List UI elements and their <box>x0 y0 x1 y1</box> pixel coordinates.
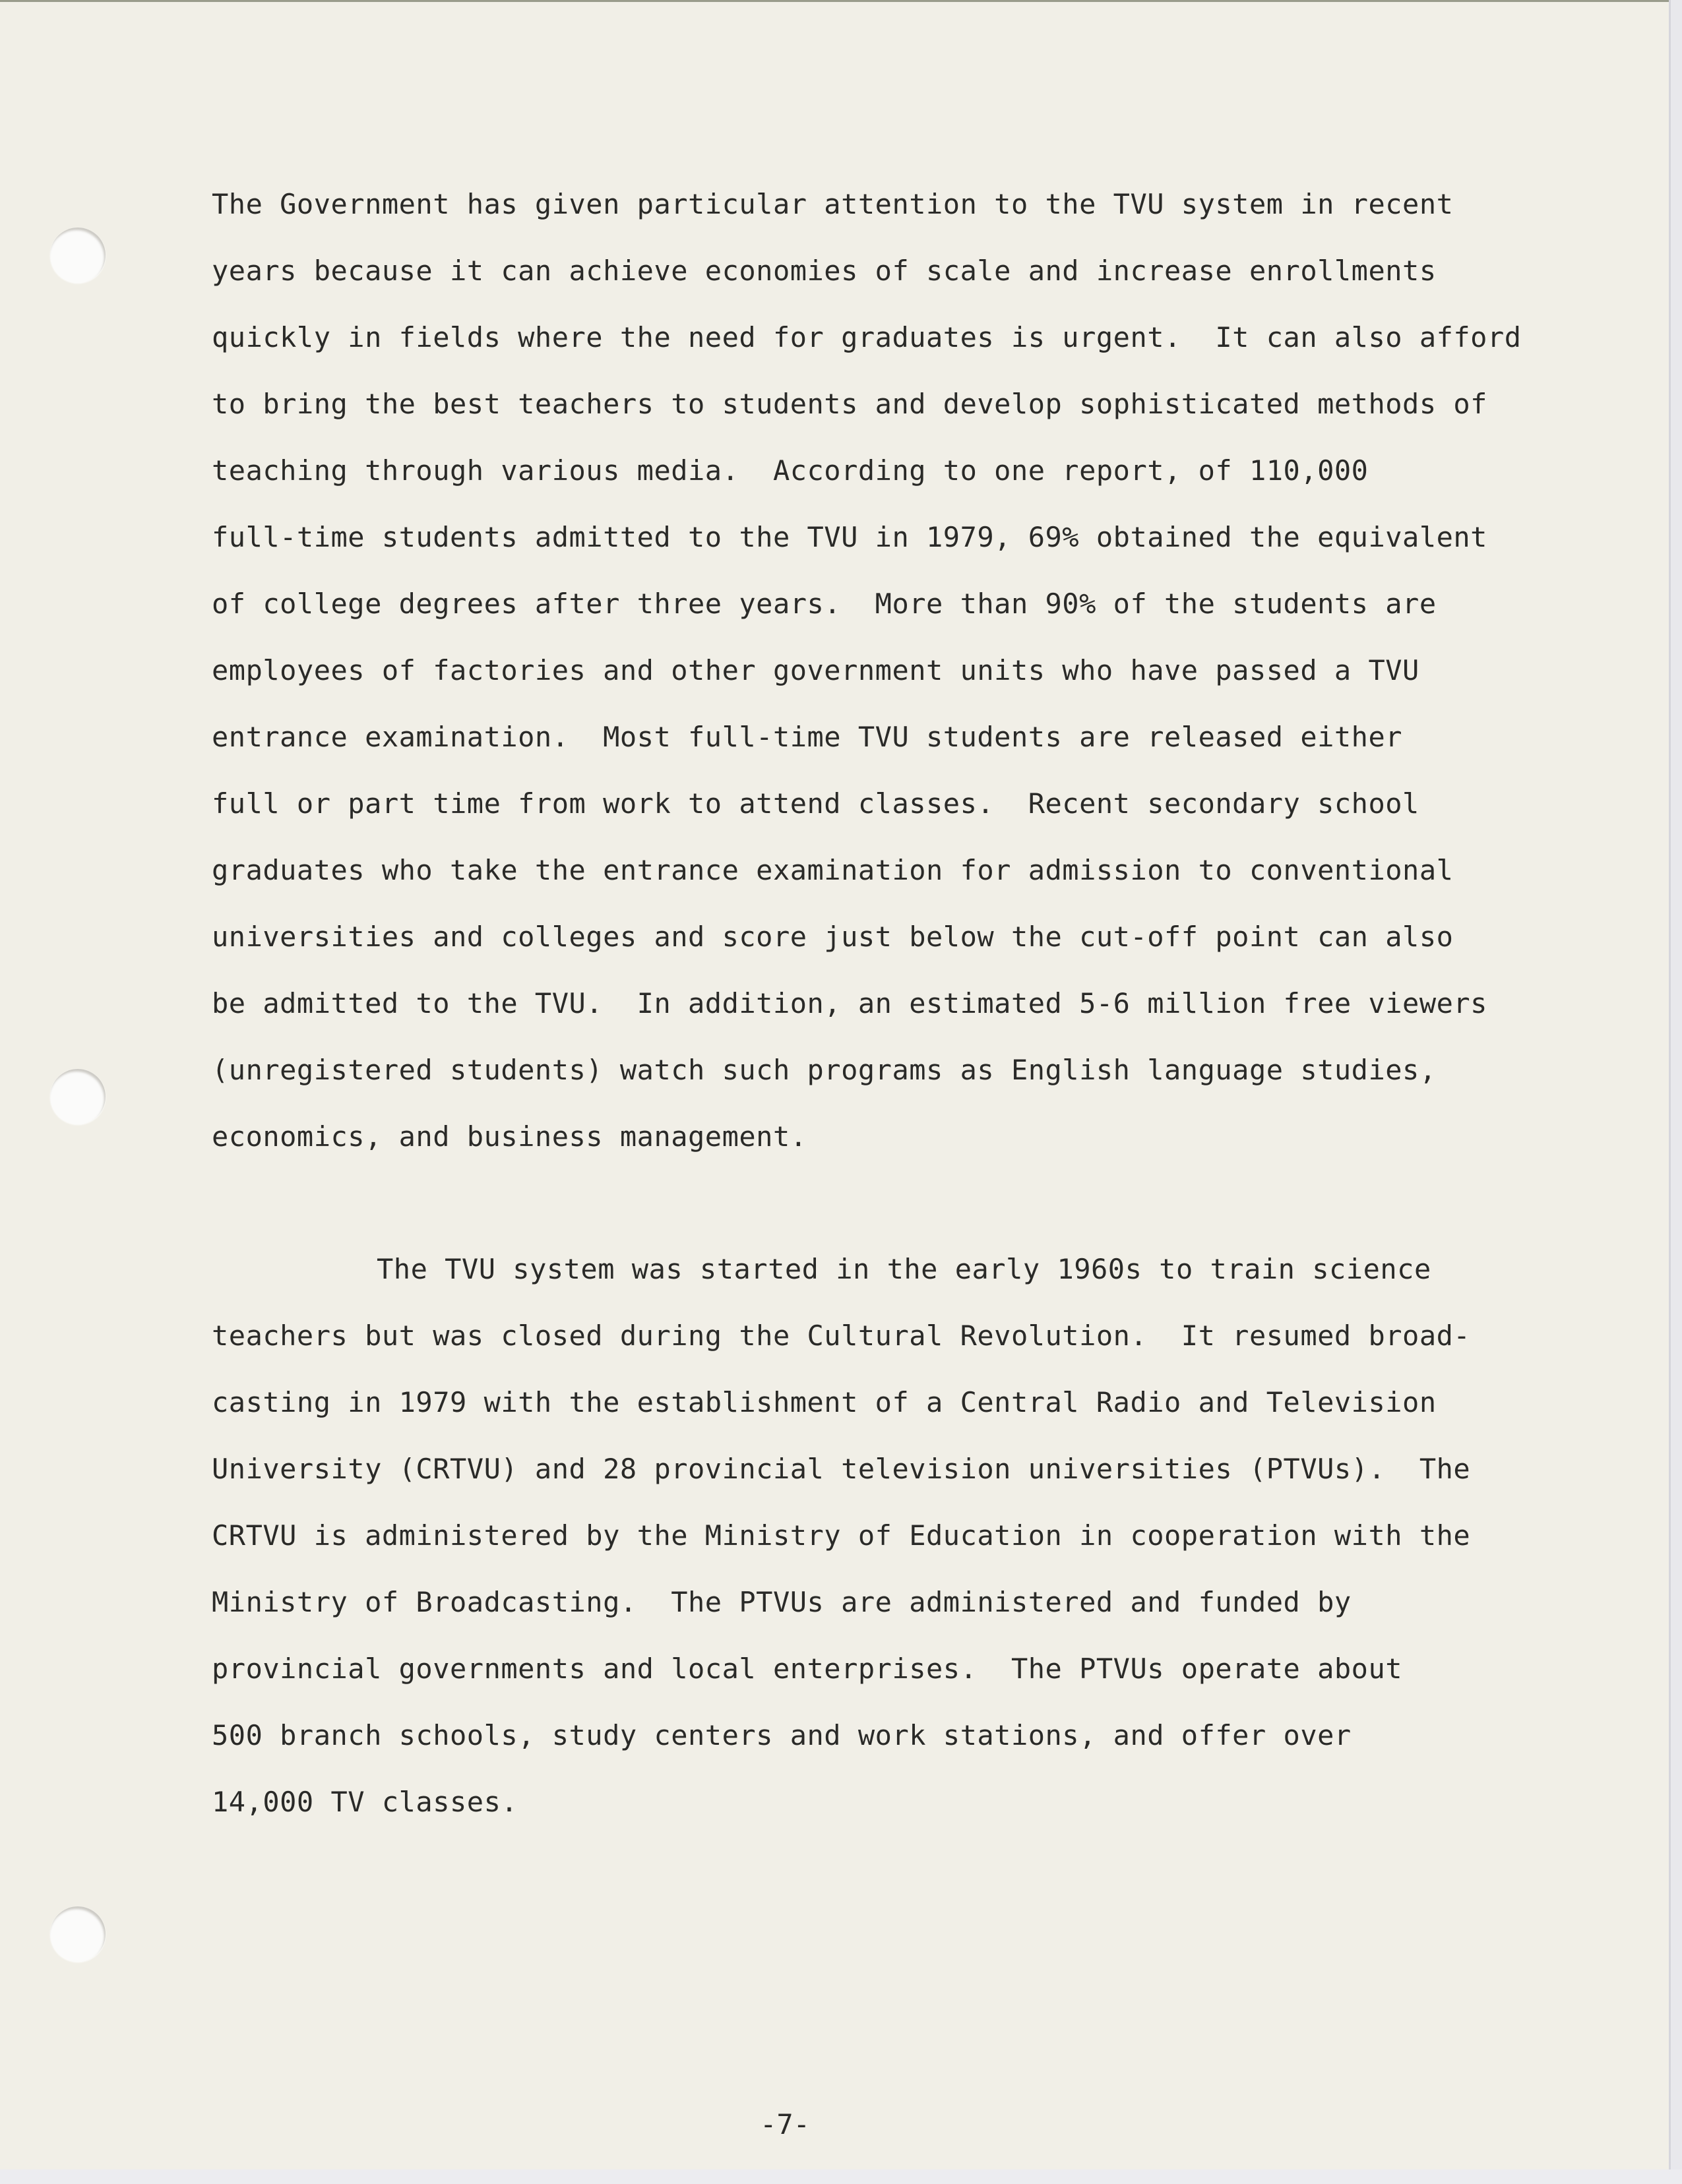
page-top-edge <box>0 0 1669 2</box>
text-line: teachers but was closed during the Cultural Revolution. It resumed broad- <box>212 1320 1471 1352</box>
text-line: years because it can achieve economies of scale and increase enrollments <box>212 255 1437 287</box>
text-line: quickly in fields where the need for graduates is urgent. It can also afford <box>212 321 1522 353</box>
page-number: -7- <box>760 2108 810 2140</box>
text-line: teaching through various media. According to one report, of 110,000 <box>212 454 1369 487</box>
text-line: casting in 1979 with the establishment of a Central Radio and Television <box>212 1386 1437 1418</box>
text-line: entrance examination. Most full-time TVU students are released either <box>212 721 1403 753</box>
text-line: University (CRTVU) and 28 provincial television universities (PTVUs). The <box>212 1453 1471 1485</box>
text-line: employees of factories and other government units who have passed a TVU <box>212 654 1419 686</box>
text-line: full or part time from work to attend classes. Recent secondary school <box>212 787 1419 820</box>
text-line: CRTVU is administered by the Ministry of Education in cooperation with the <box>212 1519 1471 1552</box>
text-line: be admitted to the TVU. In addition, an estimated 5-6 million free viewers <box>212 987 1487 1019</box>
text-line: to bring the best teachers to students and develop sophisticated methods of <box>212 388 1487 420</box>
text-line: full-time students admitted to the TVU in 1979, 69% obtained the equivalent <box>212 521 1487 553</box>
text-line: 500 branch schools, study centers and work stations, and offer over <box>212 1719 1352 1751</box>
text-line: of college degrees after three years. More than 90% of the students are <box>212 588 1437 620</box>
punch-hole-top <box>50 228 106 283</box>
page-right-edge <box>1669 0 1682 2184</box>
text-line: The Government has given particular attention to the TVU system in recent <box>212 188 1454 220</box>
punch-hole-bottom <box>50 1906 106 1962</box>
text-line: Ministry of Broadcasting. The PTVUs are administered and funded by <box>212 1586 1352 1618</box>
text-line: 14,000 TV classes. <box>212 1786 518 1818</box>
text-line: (unregistered students) watch such programs as English language studies, <box>212 1054 1437 1086</box>
page-bottom-edge <box>0 2169 1682 2184</box>
text-line: universities and colleges and score just below the cut-off point can also <box>212 921 1454 953</box>
punch-hole-middle <box>50 1069 106 1124</box>
text-line: provincial governments and local enterprises. The PTVUs operate about <box>212 1653 1403 1685</box>
text-line: graduates who take the entrance examination for admission to conventional <box>212 854 1454 886</box>
text-line: The TVU system was started in the early 1960s to train science <box>377 1253 1431 1285</box>
text-line: economics, and business management. <box>212 1120 807 1153</box>
